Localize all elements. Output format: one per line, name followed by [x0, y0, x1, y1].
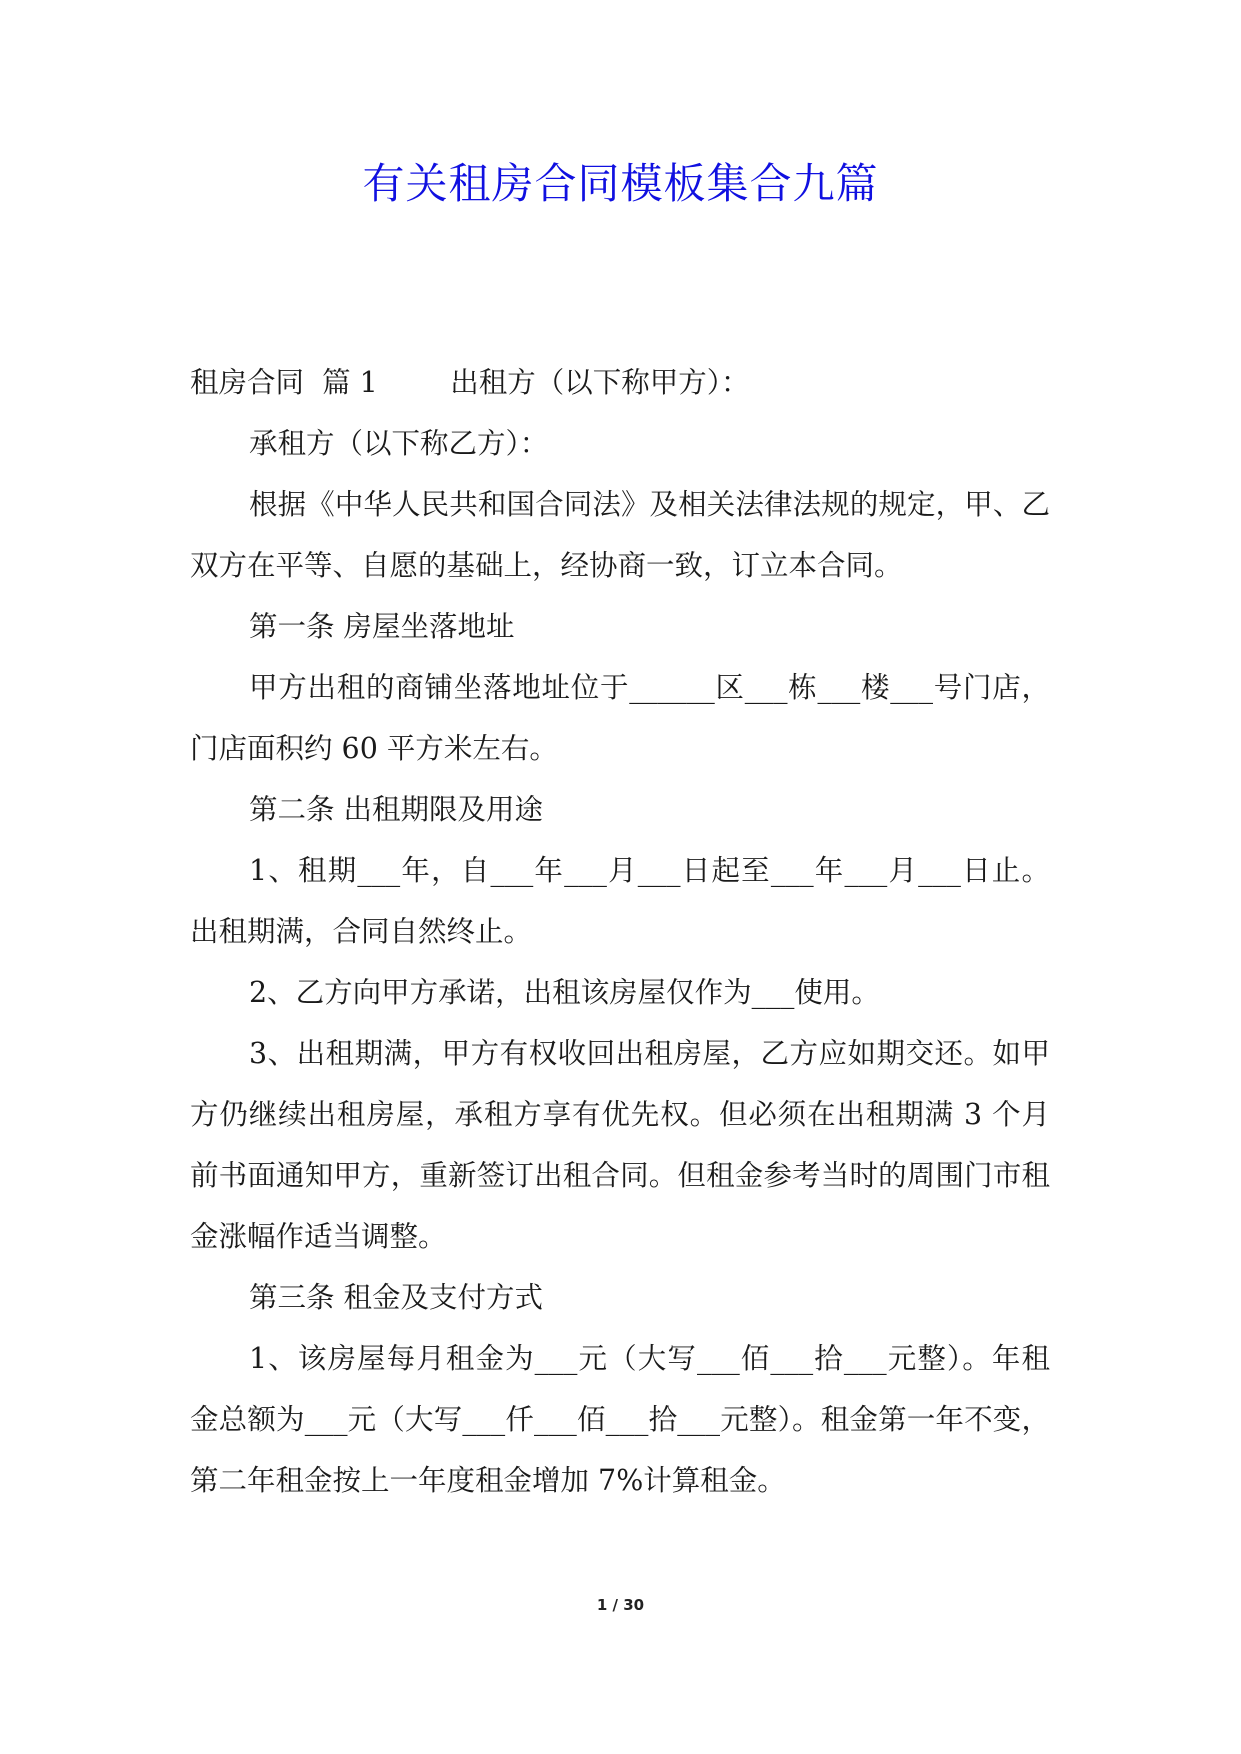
paragraph: 1、租期___年，自___年___月___日起至___年___月___日止。出租期满，合同自然终止。 [190, 854, 1050, 948]
document-body [190, 352, 1050, 1511]
section-heading: 第二条 出租期限及用途 [249, 793, 544, 826]
document-title: 有关租房合同模板集合九篇 [362, 159, 879, 208]
paragraph: 承租方（以下称乙方）： [249, 427, 549, 460]
section-heading: 第三条 租金及支付方式 [249, 1281, 544, 1314]
paragraph: 甲方出租的商铺坐落地址位于______区___栋___楼___号门店，门店面积约 60 平方米左右。 [190, 671, 1050, 765]
paragraph: 3、出租期满，甲方有权收回出租房屋，乙方应如期交还。如甲方仍继续出租房屋，承租方享有优先权。但必须在出租期满 3 个月前书面通知甲方，重新签订出租合同。但租金参考当时的周围门市租金涨幅作适当调整。 [190, 1037, 1050, 1253]
paragraph: 根据《中华人民共和国合同法》及相关法律法规的规定，甲、乙双方在平等、自愿的基础上，经协商一致，订立本合同。 [190, 488, 1050, 582]
paragraph: 2、乙方向甲方承诺，出租该房屋仅作为___使用。 [249, 976, 880, 1009]
contract-heading-line: 租房合同 篇 1 出租方（以下称甲方）： [190, 366, 750, 399]
page-number: 1 / 30 [596, 1596, 645, 1614]
section-heading: 第一条 房屋坐落地址 [249, 610, 515, 643]
paragraph: 1、该房屋每月租金为___元（大写___佰___拾___元整）。年租金总额为___元（大写___仟___佰___拾___元整）。租金第一年不变，第二年租金按上一年度租金增加 7%计算租金。 [190, 1342, 1050, 1497]
